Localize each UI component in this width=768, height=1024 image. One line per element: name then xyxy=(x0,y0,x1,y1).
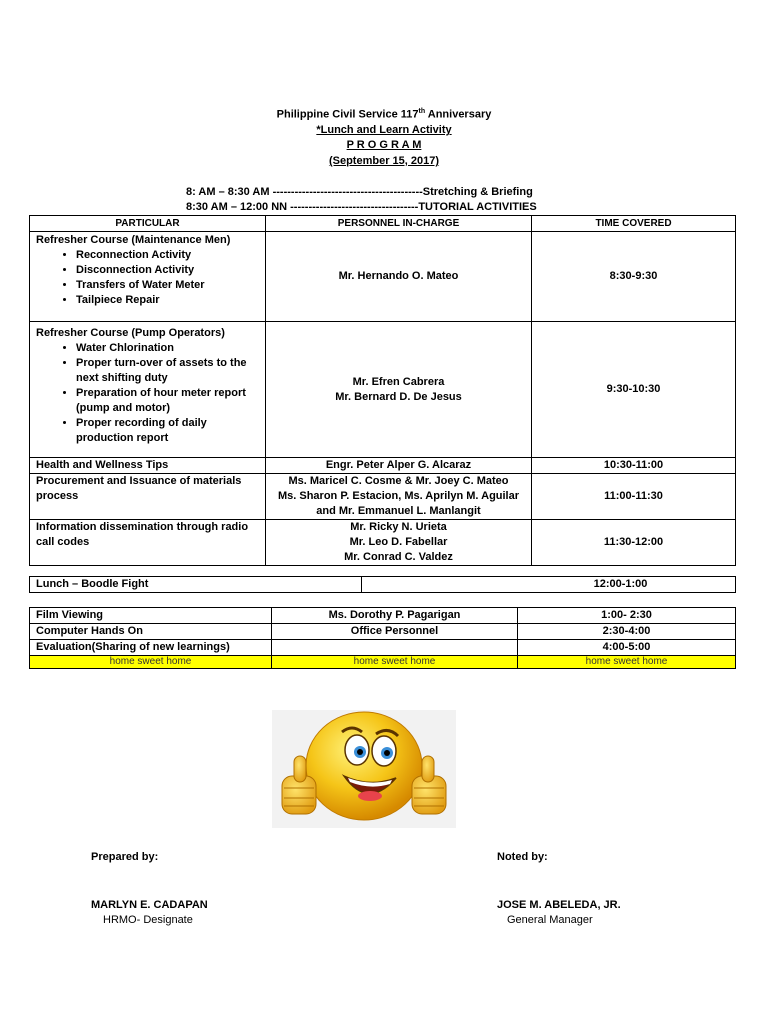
particular-cell: Information dissemination through radio call codes xyxy=(30,520,266,566)
thumbs-up-smiley-icon xyxy=(272,710,456,828)
activity-cell: Evaluation(Sharing of new learnings) xyxy=(30,640,272,656)
program-table xyxy=(29,215,736,566)
home-cell: home sweet home xyxy=(30,656,272,669)
personnel-cell: Engr. Peter Alper G. Alcaraz xyxy=(266,458,532,474)
time-cell: 1:00- 2:30 xyxy=(518,608,736,624)
home-row xyxy=(30,656,736,669)
activity-cell: Computer Hands On xyxy=(30,624,272,640)
personnel-cell xyxy=(272,640,518,656)
home-cell: home sweet home xyxy=(272,656,518,669)
list-item: • Proper recording of daily production report xyxy=(76,416,259,446)
row-title: Refresher Course (Pump Operators) xyxy=(36,327,225,339)
table-row xyxy=(30,608,736,624)
personnel-cell xyxy=(266,322,532,458)
table-header-row xyxy=(30,216,736,232)
lunch-label: Lunch – Boodle Fight xyxy=(30,577,362,593)
lunch-time: 12:00-1:00 xyxy=(362,577,736,593)
home-cell: home sweet home xyxy=(518,656,736,669)
personnel-name: Mr. Leo D. Fabellar xyxy=(349,536,448,548)
table-row xyxy=(30,577,736,593)
particular-cell: Procurement and Issuance of materials process xyxy=(30,474,266,520)
list-item: • Preparation of hour meter report (pump and motor) xyxy=(76,386,259,416)
personnel-cell xyxy=(266,520,532,566)
time-cell: 11:00-11:30 xyxy=(532,474,736,520)
personnel-name: Mr. Conrad C. Valdez xyxy=(344,551,453,563)
list-item: • Disconnection Activity xyxy=(76,263,259,278)
prepared-by-title: HRMO- Designate xyxy=(103,914,193,926)
table-row xyxy=(30,232,736,322)
personnel-name: Mr. Bernard D. De Jesus xyxy=(335,390,462,403)
personnel-name: Ms. Sharon P. Estacion, Ms. Aprilyn M. Aguilar and Mr. Emmanuel L. Manlangit xyxy=(277,490,520,517)
row-title: Refresher Course (Maintenance Men) xyxy=(36,234,231,246)
particular-cell: Health and Wellness Tips xyxy=(30,458,266,474)
list-item: • Proper turn-over of assets to the next shifting duty xyxy=(76,356,259,386)
list-item: • Reconnection Activity xyxy=(76,248,259,263)
personnel-name: Ms. Maricel C. Cosme & Mr. Joey C. Mateo xyxy=(288,475,509,487)
lunch-table xyxy=(29,576,736,593)
activity-cell: Film Viewing xyxy=(30,608,272,624)
personnel-name: Mr. Efren Cabrera xyxy=(352,375,445,388)
noted-by-title: General Manager xyxy=(507,914,593,926)
personnel-cell: Office Personnel xyxy=(272,624,518,640)
time-cell: 4:00-5:00 xyxy=(518,640,736,656)
personnel-name: Mr. Ricky N. Urieta xyxy=(350,521,447,533)
personnel-name: Mr. Hernando O. Mateo xyxy=(338,270,459,282)
program-heading: P R O G R A M xyxy=(346,139,422,151)
table-row xyxy=(30,624,736,640)
time-cell: 9:30-10:30 xyxy=(532,322,736,458)
schedule-line-tutorial: 8:30 AM – 12:00 NN -----------------------------------TUTORIAL ACTIVITIES xyxy=(186,201,537,213)
time-cell: 10:30-11:00 xyxy=(532,458,736,474)
topic-list xyxy=(36,248,259,308)
personnel-cell: Ms. Dorothy P. Pagarigan xyxy=(272,608,518,624)
particular-cell xyxy=(30,232,266,322)
prepared-by-name: MARLYN E. CADAPAN xyxy=(91,899,208,911)
noted-by-name: JOSE M. ABELEDA, JR. xyxy=(497,899,621,911)
table-row xyxy=(30,474,736,520)
personnel-cell xyxy=(266,232,532,322)
activity-title: *Lunch and Learn Activity xyxy=(316,124,452,136)
col-header-particular: PARTICULAR xyxy=(30,216,266,232)
col-header-time: TIME COVERED xyxy=(532,216,736,232)
list-item: • Water Chlorination xyxy=(76,341,259,356)
afternoon-table xyxy=(29,607,736,669)
table-row xyxy=(30,520,736,566)
schedule-line-briefing: 8: AM – 8:30 AM -----------------------------------------Stretching & Briefing xyxy=(186,186,533,198)
document-title: Philippine Civil Service 117th Anniversary xyxy=(276,108,492,121)
list-item: • Transfers of Water Meter xyxy=(76,278,259,293)
prepared-by-label: Prepared by: xyxy=(91,851,159,863)
table-row xyxy=(30,640,736,656)
table-row xyxy=(30,458,736,474)
time-cell: 8:30-9:30 xyxy=(532,232,736,322)
list-item: • Tailpiece Repair xyxy=(76,293,259,308)
time-cell: 11:30-12:00 xyxy=(532,520,736,566)
noted-by-label: Noted by: xyxy=(497,851,548,863)
event-date: (September 15, 2017) xyxy=(328,155,440,167)
personnel-cell xyxy=(266,474,532,520)
topic-list xyxy=(36,341,259,446)
time-cell: 2:30-4:00 xyxy=(518,624,736,640)
particular-cell xyxy=(30,322,266,458)
table-row xyxy=(30,322,736,458)
col-header-personnel: PERSONNEL IN-CHARGE xyxy=(266,216,532,232)
